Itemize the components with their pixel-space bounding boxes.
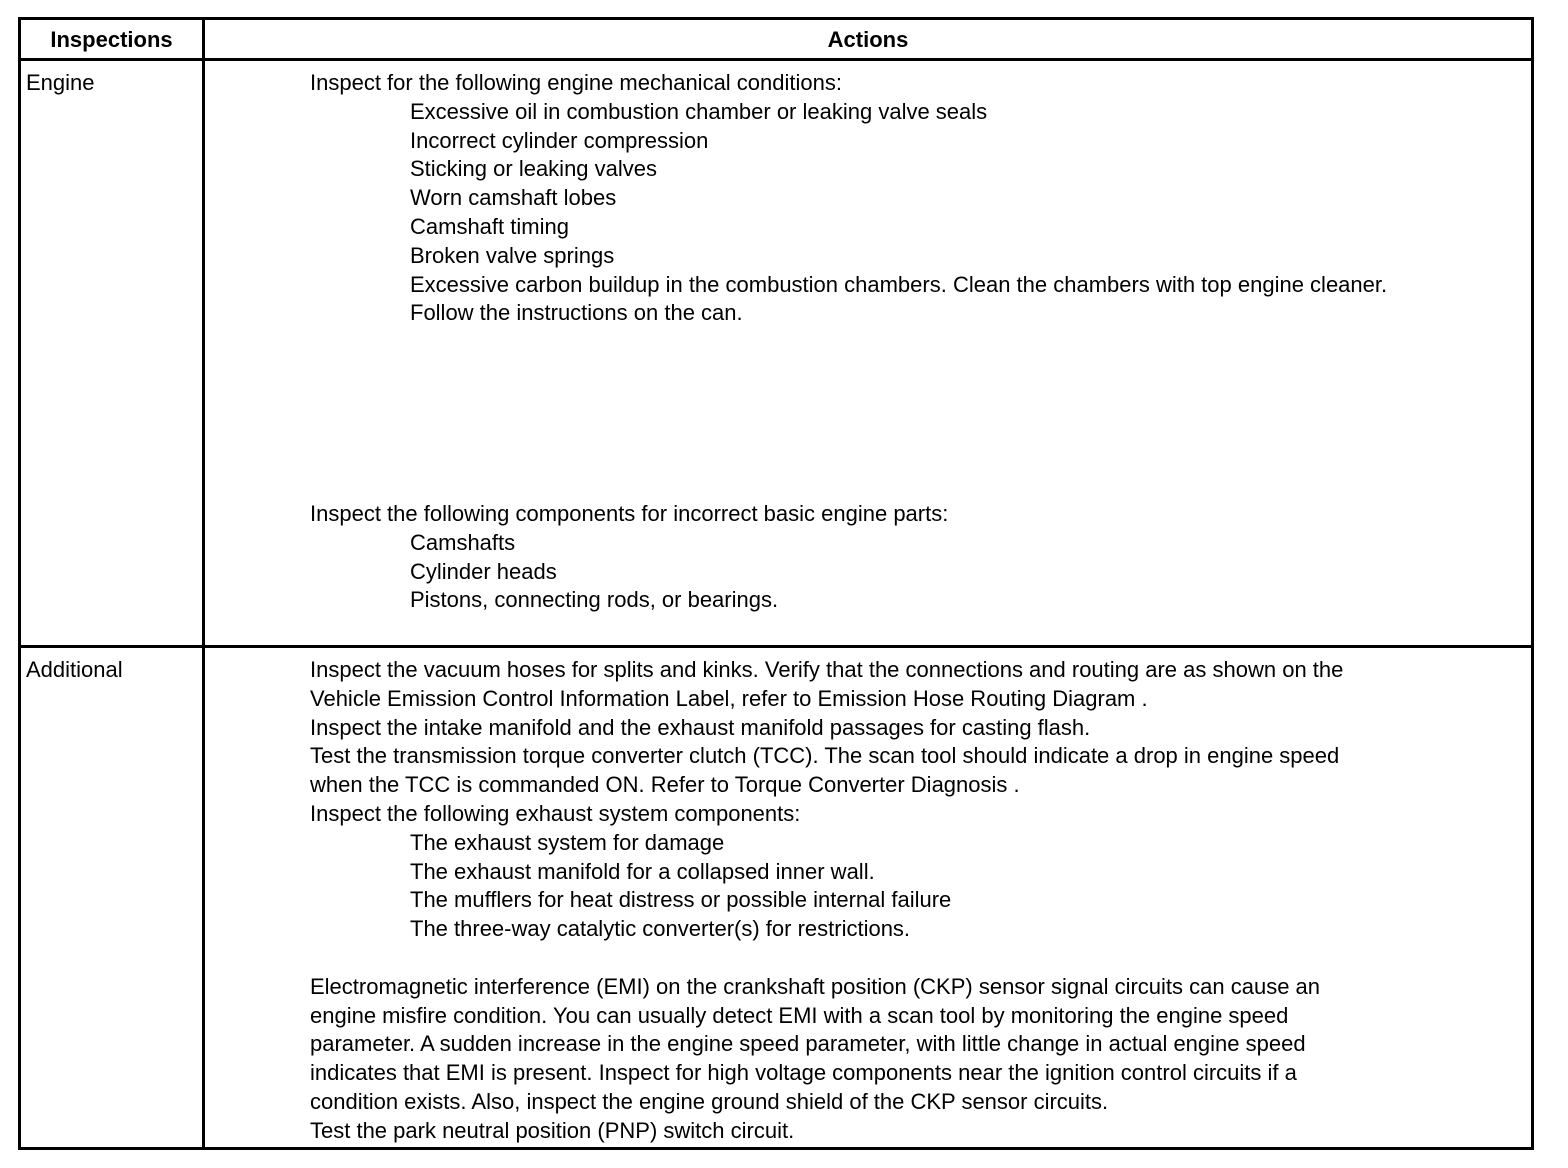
category-additional: Additional [26, 657, 123, 682]
list-item: Worn camshaft lobes [410, 185, 617, 211]
text-line: parameter. A sudden increase in the engine speed parameter, with little change in actual engine speed [310, 1031, 1306, 1057]
list-item: Broken valve springs [410, 242, 615, 268]
text-line: Test the park neutral position (PNP) switch circuit. [310, 1117, 795, 1143]
row-divider [21, 645, 1531, 648]
list-item: Follow the instructions on the can. [410, 300, 743, 326]
column-divider [202, 20, 205, 1147]
list-item: Camshaft timing [410, 213, 569, 239]
engine-parts-intro: Inspect the following components for incorrect basic engine parts: [310, 501, 949, 526]
list-item: Cylinder heads [410, 558, 557, 584]
engine-parts-block [310, 500, 948, 615]
list-item: The exhaust manifold for a collapsed inner wall. [410, 858, 875, 884]
list-item: The mufflers for heat distress or possible internal failure [410, 887, 952, 913]
text-line: Inspect the vacuum hoses for splits and kinks. Verify that the connections and routing are as shown on the [310, 657, 1344, 682]
header-actions: Actions [827, 27, 909, 52]
list-item: Excessive carbon buildup in the combustion chambers. Clean the chambers with top engine cleaner. [410, 271, 1388, 297]
list-item: The exhaust system for damage [410, 829, 725, 855]
engine-mechanical-block [310, 69, 1387, 328]
text-line: Vehicle Emission Control Information Label, refer to Emission Hose Routing Diagram . [310, 685, 1148, 711]
list-item: Incorrect cylinder compression [410, 127, 709, 153]
list-item: Sticking or leaking valves [410, 156, 658, 182]
text-line: indicates that EMI is present. Inspect for high voltage components near the ignition control circuits if a [310, 1060, 1297, 1086]
text-line: Inspect the intake manifold and the exhaust manifold passages for casting flash. [310, 714, 1091, 740]
additional-block [310, 656, 1343, 1146]
list-item: The three-way catalytic converter(s) for restrictions. [410, 916, 911, 942]
inspection-table [18, 17, 1534, 1150]
text-line: engine misfire condition. You can usually detect EMI with a scan tool by monitoring the engine speed [310, 1002, 1289, 1028]
text-line: Test the transmission torque converter clutch (TCC). The scan tool should indicate a drop in engine speed [310, 743, 1340, 769]
text-line: condition exists. Also, inspect the engine ground shield of the CKP sensor circuits. [310, 1088, 1109, 1114]
text-line: when the TCC is commanded ON. Refer to Torque Converter Diagnosis . [310, 772, 1020, 798]
list-item: Pistons, connecting rods, or bearings. [410, 587, 779, 613]
list-item: Camshafts [410, 529, 516, 555]
text-line: Electromagnetic interference (EMI) on the crankshaft position (CKP) sensor signal circuits can cause an [310, 973, 1321, 999]
spacer [310, 944, 1343, 973]
category-engine: Engine [26, 70, 95, 95]
text-line: Inspect the following exhaust system components: [310, 800, 801, 826]
header-inspections: Inspections [50, 27, 173, 52]
list-item: Excessive oil in combustion chamber or leaking valve seals [410, 98, 988, 124]
engine-mechanical-intro: Inspect for the following engine mechanical conditions: [310, 70, 842, 95]
